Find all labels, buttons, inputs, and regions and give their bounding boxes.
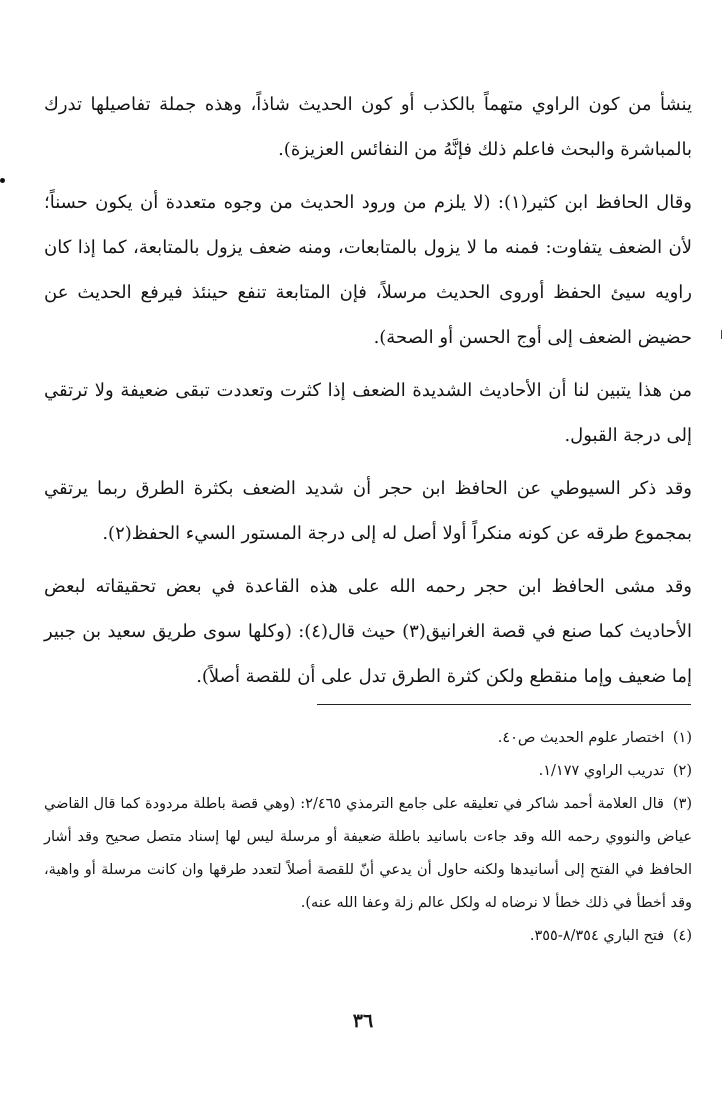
footnote-3 [44,788,692,920]
footnote-text: اختصار علوم الحديث ص٤٠. [497,730,665,746]
paragraph-5: وقد مشى الحافظ ابن حجر رحمه الله على هذه القاعدة في بعض تحقيقاته لبعض الأحاديث كما صنع في قصة الغرانيق(٣) حيث قال(٤): (وكلها سوى طريق سعيد بن جبير إما ضعيف وإما منقطع ولكن كثرة الطرق تدل على أن للقصة أصلاً). [44,576,692,687]
footnote-2 [44,755,692,788]
page-number: ٣٦ [352,1010,374,1032]
footnote-text: قال العلامة أحمد شاكر في تعليقه على جامع الترمذي ٢/٤٦٥: (وهي قصة باطلة مردودة كما قال القاضي عياض والنووي رحمه الله وقد جاءت باسانيد باطلة ضعيفة أو مرسلة ليس لها إسناد متصل صحيح وقد أشار الحافظ في الفتح إلى أسانيدها ولكنه حاول أن يدعي أنّ للقصة أصلاً لتعدد طرقها وان كانت مرسلة أو واهية، وقد أخطأ في ذلك خطأ لا نرضاه له ولكل عالم زلة وعفا الله عنه). [44,796,692,911]
footnote-number: (٤) [672,928,692,944]
footnote-4 [44,920,692,953]
footnote-number: (٣) [672,796,693,812]
footnote-text: تدريب الراوي ١/١٧٧. [538,763,665,779]
paragraph-4: وقد ذكر السيوطي عن الحافظ ابن حجر أن شديد الضعف بكثرة الطرق ربما يرتقي بمجموع طرقه عن كونه منكراً أولا أصل له إلى درجة المستور السيء الحفظ(٢). [44,478,692,544]
main-text [44,82,692,707]
footnote-number: (٢) [672,763,692,779]
paragraph-1: ينشأ من كون الراوي متهماً بالكذب أو كون الحديث شاذاً، وهذه جملة تفاصيلها تدرك بالمباشرة والبحث فاعلم ذلك فإنَّهُ من النفائس العزيزة). [44,94,692,160]
footnote-text: فتح الباري ٨/٣٥٤-٣٥٥. [529,928,665,944]
margin-tick-mark [721,330,722,339]
paragraph-2: وقال الحافظ ابن كثير(١): (لا يلزم من ورود الحديث من وجوه متعددة أن يكون حسناً؛ لأن الضعف يتفاوت: فمنه ما لا يزول بالمتابعات، ومنه ضعف يزول بالمتابعة، كما إذا كان راويه سيئ الحفظ أوروى الحديث مرسلاً، فإن المتابعة تنفع حينئذ فيرفع الحديث عن حضيض الضعف إلى أوج الحسن أو الصحة). [44,192,692,348]
paragraph-3: من هذا يتبين لنا أن الأحاديث الشديدة الضعف إذا كثرت وتعددت تبقى ضعيفة ولا ترتقي إلى درجة القبول. [44,380,692,446]
footnotes [44,722,692,953]
footnote-separator [317,704,691,705]
margin-dot-mark [0,178,5,183]
footnote-number: (١) [672,730,692,746]
footnote-1 [44,722,692,755]
